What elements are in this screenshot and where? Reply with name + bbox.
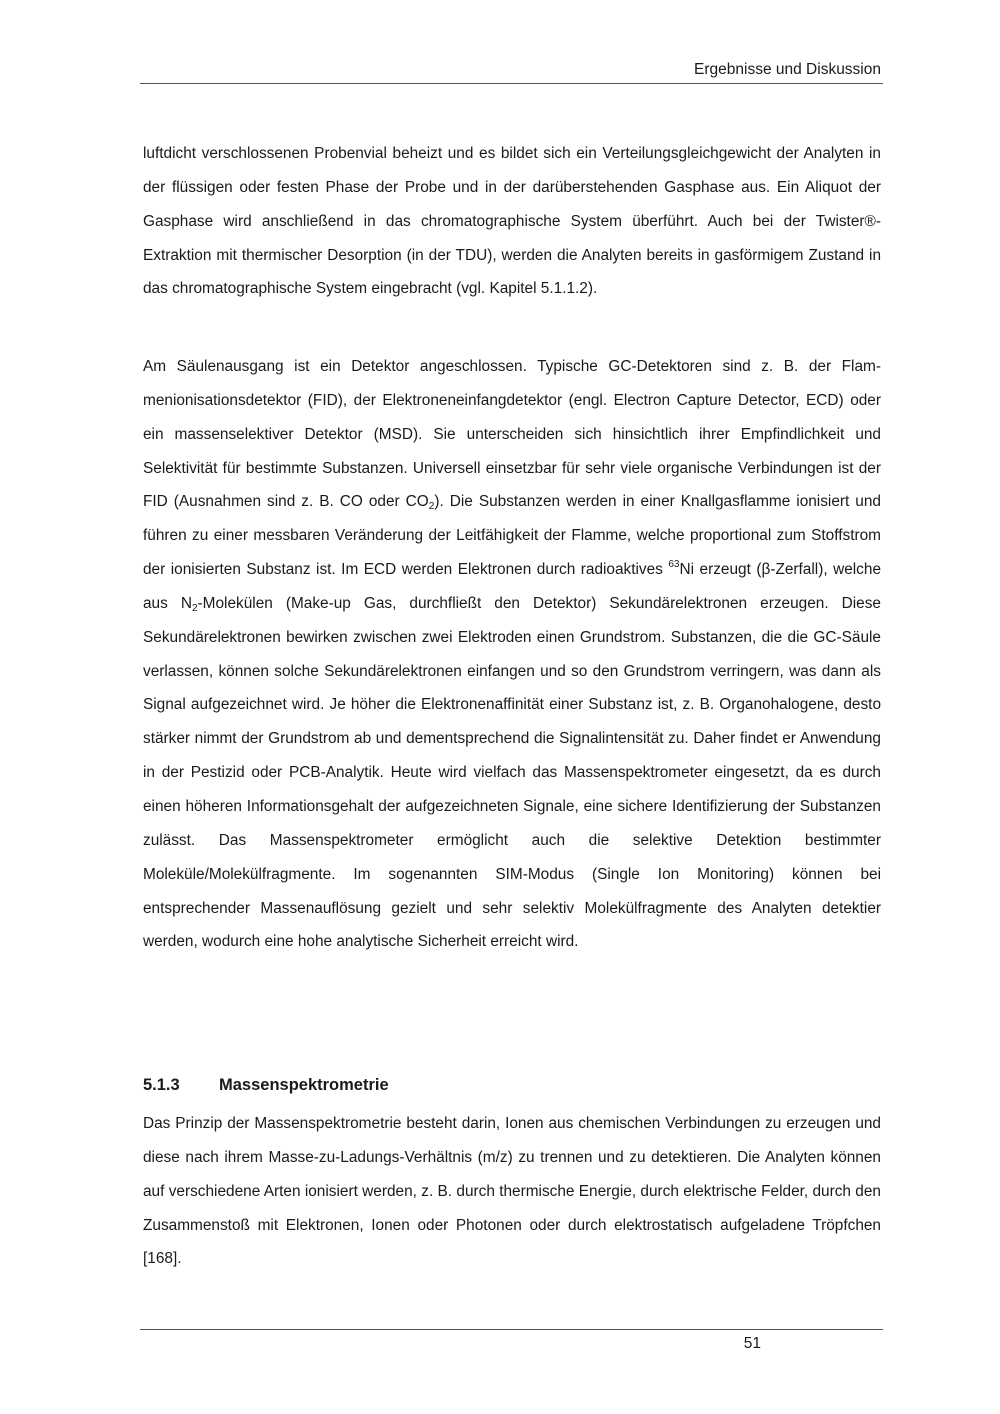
co2-subscript: 2 [428,501,435,513]
paragraph-2-text-d: -Molekülen (Make-up Gas, durchfließt den Detektor) Sekundärelektronen erzeugen. Diese Sekundärelektronen bewirken zwischen zwei Elektroden einen Grundstrom. Substanzen, die die GC-Säule verlassen, können solche Sekundärelektronen einfangen und so den Grundstrom verringern, was dann als Signal aufgezeichnet wird. Je höher die Elektronenaffinität einer Substanz ist, z. B. Organohalogene, desto stärker nimmt der Grundstrom ab und dementsprechend die Signalintensität zu. Daher findet er Anwendung in der Pestizid oder PCB-Analytik. Heute wird vielfach das Massenspektrometer eingesetzt, da es durch einen höheren Informationsgehalt der aufgezeichneten Signale, eine sichere Identifizierung der Substanzen zulässt. Das Massenspektrometer ermöglicht auch die selektive Detektion bestimmter Moleküle/Molekülfragmente. Im sogenannten SIM-Modus (Single Ion Monitoring) können bei entsprechender Massenauflösung gezielt und sehr selektiv Molekülfragmente des Analyten detektier werden, wodurch eine hohe analytische Sicherheit erreicht wird. [143,594,881,951]
running-header: Ergebnisse und Diskussion [694,61,881,78]
paragraph-2-text-c: Ni erzeugt (β-Zerfall), welche aus N [143,561,881,612]
paragraph-2-text-b: ). Die Substanzen werden in einer Knallgasflamme ionisiert und führen zu einer messbaren Veränderung der Leitfähigkeit der Flamme, welche proportional zum Stoffstrom der ionisierten Substanz ist. Im ECD werden Elektronen durch radioaktives [143,493,881,579]
section-heading [143,1074,389,1096]
body-paragraph-1: luftdicht verschlossenen Probenvial beheizt und es bildet sich ein Verteilungsgleichgewicht der Analyten in der flüssigen oder festen Phase der Probe und in der darüberstehenden Gasphase aus. Ein Aliquot der Gasphase wird anschließend in das chromatographische System überführt. Auch bei der Twister®-Extraktion mit thermischer Desorption (in der TDU), werden die Analyten bereits in gasförmigem Zustand in das chromatographische System eingebracht (vgl. Kapitel 5.1.1.2). [143,145,881,298]
header-rule [140,83,883,84]
section-number: 5.1.3 [143,1076,180,1094]
body-paragraph-2 [143,350,881,959]
section-title: Massenspektrometrie [219,1076,389,1094]
n2-subscript: 2 [191,602,198,614]
body-paragraph-3: Das Prinzip der Massenspektrometrie besteht darin, Ionen aus chemischen Verbindungen zu erzeugen und diese nach ihrem Masse-zu-Ladungs-Verhältnis (m/z) zu trennen und zu detektieren. Die Analyten können auf verschiedene Arten ionisiert werden, z. B. durch thermische Energie, durch elektrische Felder, durch den Zusammenstoß mit Elektronen, Ionen oder Photonen oder durch elektrostatisch aufgeladene Tröpfchen [168]. [143,1115,881,1268]
page-number: 51 [743,1335,761,1352]
footer-rule [140,1329,883,1330]
paragraph-2-text-a: Am Säulenausgang ist ein Detektor angeschlossen. Typische GC-Detektoren sind z. B. der Flammenionisationsdetektor (FID), der Elektroneneinfangdetektor (engl. Electron Capture Detector, ECD) oder ein massenselektiver Detektor (MSD). Sie unterscheiden sich hinsichtlich ihrer Empfindlichkeit und Selektivität für bestimmte Substanzen. Universell einsetzbar für sehr viele organische Verbindungen ist der FID (Ausnahmen sind z. B. CO oder CO [143,358,881,511]
ni-isotope-superscript: 63 [668,559,680,571]
